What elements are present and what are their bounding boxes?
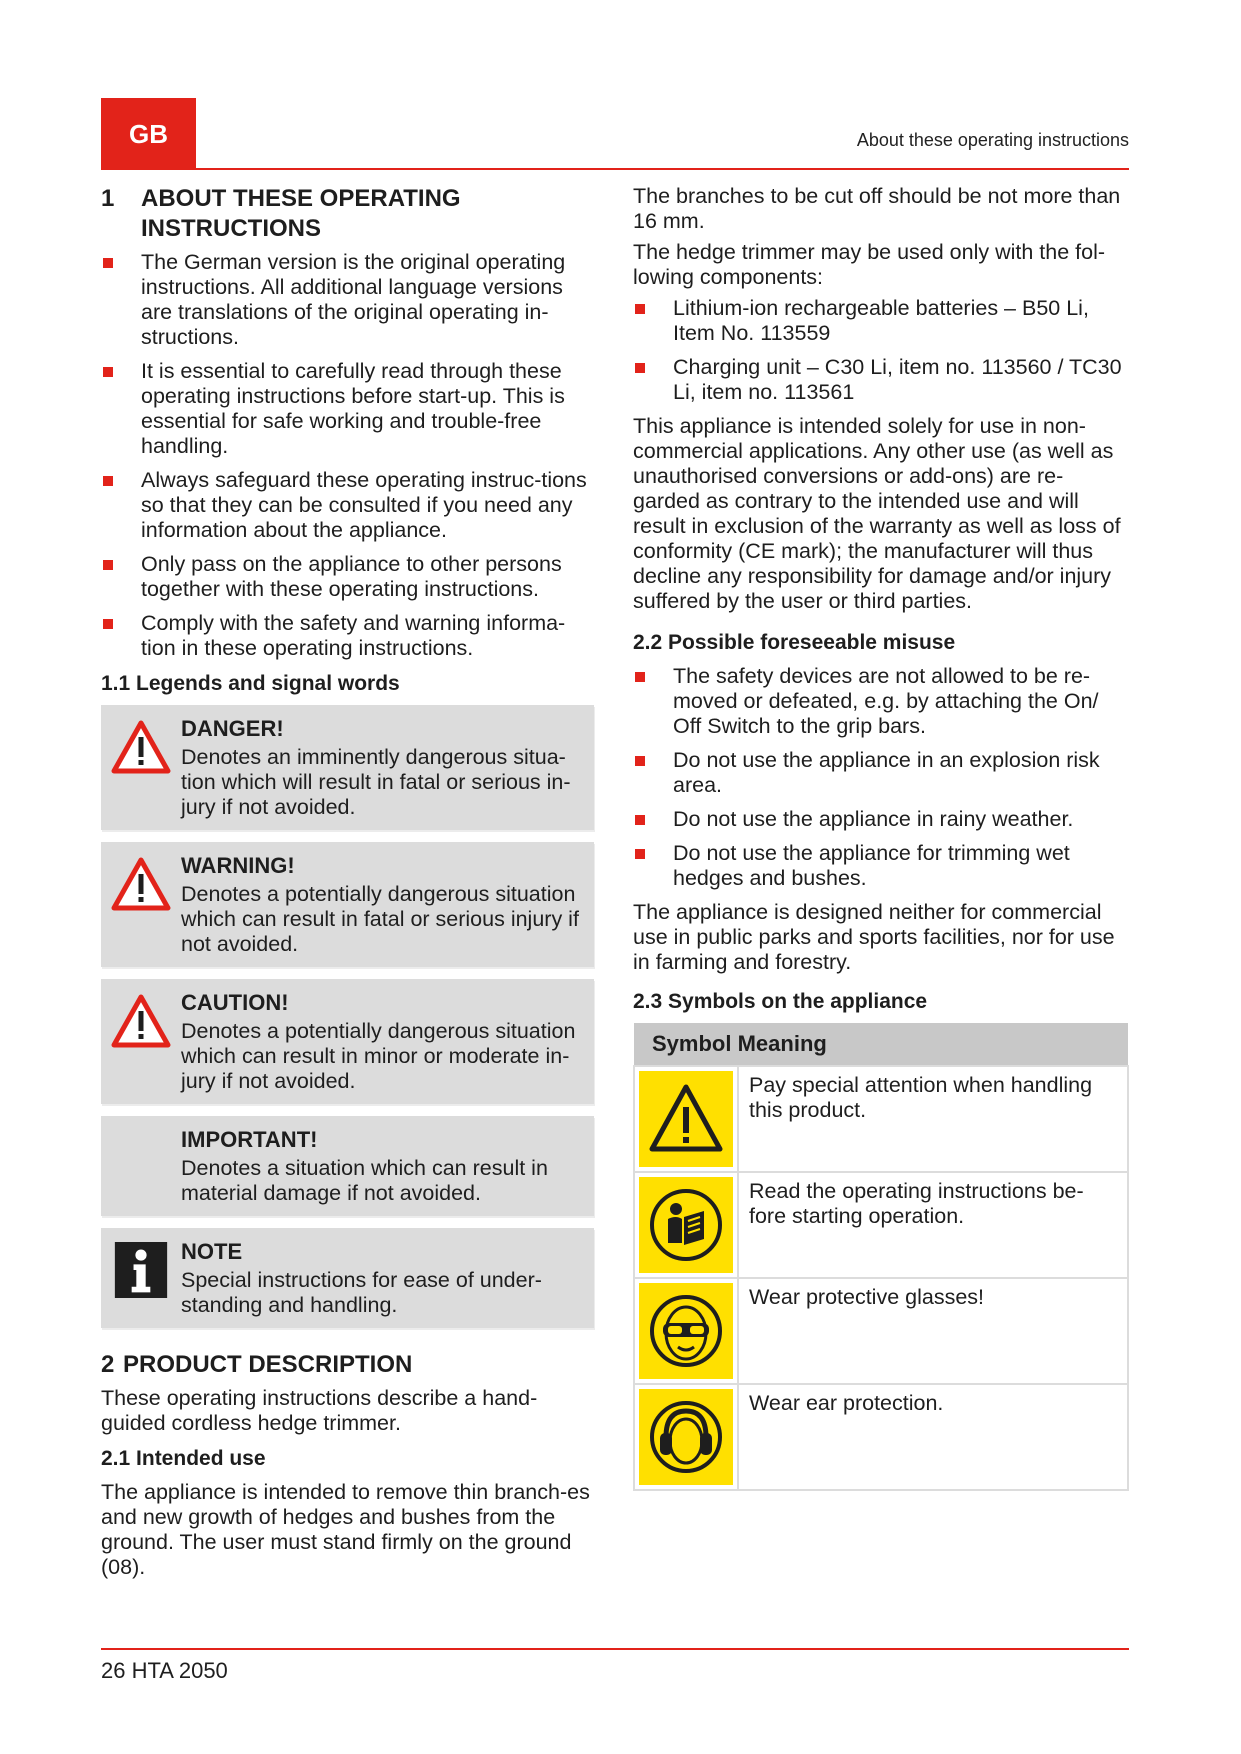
notice-text: Denotes a potentially dangerous situation which can result in minor or moderate in-jury if not avoided. <box>181 1019 576 1093</box>
section-title-cont: INSTRUCTIONS <box>141 215 321 242</box>
notice-warning <box>101 842 594 967</box>
intended-use-paragraph: The appliance is intended to remove thin branch-es and new growth of hedges and bushes from the ground. The user must stand firmly on the ground (08). <box>101 1480 590 1579</box>
components-list <box>633 296 1129 405</box>
notice-title: WARNING! <box>181 853 295 878</box>
notice-title: NOTE <box>181 1239 243 1264</box>
bullet-icon <box>635 363 645 373</box>
list-item: Only pass on the appliance to other persons together with these operating instructions. <box>101 552 594 602</box>
section-number: 1 <box>101 185 115 212</box>
table-row <box>634 1066 1128 1172</box>
table-header-cell: Symbol Meaning <box>634 1023 1128 1066</box>
bullet-icon <box>635 672 645 682</box>
notice-note <box>101 1228 594 1328</box>
left-column <box>101 184 594 1586</box>
read-manual-icon <box>646 1185 726 1265</box>
components-paragraph: The hedge trimmer may be used only with the fol-lowing components: <box>633 240 1106 289</box>
footer-rule <box>101 1648 1129 1650</box>
list-item: Do not use the appliance in an explosion risk area. <box>633 748 1129 798</box>
list-item: The German version is the original operating instructions. All additional language versions are translations of the original operating in-structions. <box>101 250 594 350</box>
header-rule <box>101 168 1129 170</box>
notice-text: Special instructions for ease of under-standing and handling. <box>181 1268 542 1317</box>
protective-glasses-icon <box>646 1291 726 1371</box>
section-2-heading <box>101 1350 594 1380</box>
bullet-icon <box>635 815 645 825</box>
list-item: Charging unit – C30 Li, item no. 113560 / TC30 Li, item no. 113561 <box>633 355 1129 405</box>
meaning-cell: Pay special attention when handling this product. <box>738 1066 1128 1172</box>
section-2-1-heading: 2.1 Intended use <box>101 1447 266 1470</box>
symbols-table <box>633 1023 1129 1491</box>
notice-important <box>101 1116 594 1216</box>
page-footer: 26 HTA 2050 <box>101 1658 228 1683</box>
list-item: The safety devices are not allowed to be re-moved or defeated, e.g. by attaching the On/ Off Switch to the grip bars. <box>633 664 1129 739</box>
notice-danger <box>101 705 594 830</box>
section-2-2-heading: 2.2 Possible foreseeable misuse <box>633 631 956 654</box>
header-title: About these operating instructions <box>856 130 1129 150</box>
commercial-use-paragraph: The appliance is designed neither for commercial use in public parks and sports facilities, nor for use in farming and forestry. <box>633 900 1115 974</box>
notice-caution <box>101 979 594 1104</box>
list-item: Always safeguard these operating instruc-tions so that they can be consulted if you need any information about the appliance. <box>101 468 594 543</box>
list-item: Lithium-ion rechargeable batteries – B50 Li, Item No. 113559 <box>633 296 1129 346</box>
non-commercial-paragraph: This appliance is intended solely for use in non-commercial applications. Any other use (as well as unauthorised conversions or add-ons) are re-garded as contrary to the intended use and will result in exclusion of the warranty as well as loss of conformity (CE mark); the manufacturer will thus decline any responsibility for damage and/or injury suffered by the user or third parties. <box>633 414 1121 613</box>
bullet-icon <box>635 756 645 766</box>
table-row <box>634 1384 1128 1490</box>
notice-title: CAUTION! <box>181 990 289 1015</box>
meaning-cell: Read the operating instructions be-fore starting operation. <box>738 1172 1128 1278</box>
section-number: 2 <box>101 1351 115 1378</box>
warning-triangle-icon <box>111 856 171 912</box>
bullet-icon <box>103 619 113 629</box>
ear-protection-icon <box>646 1397 726 1477</box>
warning-triangle-icon <box>111 719 171 775</box>
right-column <box>633 184 1129 1491</box>
language-tab: GB <box>101 98 196 170</box>
bullet-icon <box>635 849 645 859</box>
section-1-heading <box>101 184 594 244</box>
notice-text: Denotes a potentially dangerous situation which can result in fatal or serious injury if not avoided. <box>181 882 579 956</box>
branch-size-paragraph: The branches to be cut off should be not more than 16 mm. <box>633 184 1121 233</box>
notice-text: Denotes a situation which can result in material damage if not avoided. <box>181 1156 548 1205</box>
notice-text: Denotes an imminently dangerous situa-tion which will result in fatal or serious in-jury if not avoided. <box>181 745 571 819</box>
bullet-icon <box>103 258 113 268</box>
table-row <box>634 1172 1128 1278</box>
section-1-1-heading: 1.1 Legends and signal words <box>101 672 400 695</box>
section-1-list <box>101 250 594 661</box>
list-item: Comply with the safety and warning informa-tion in these operating instructions. <box>101 611 594 661</box>
bullet-icon <box>103 560 113 570</box>
warning-triangle-icon <box>111 993 171 1049</box>
meaning-cell: Wear ear protection. <box>738 1384 1128 1490</box>
table-row <box>634 1278 1128 1384</box>
bullet-icon <box>103 367 113 377</box>
warning-triangle-icon <box>646 1079 726 1159</box>
bullet-icon <box>103 476 113 486</box>
list-item: Do not use the appliance in rainy weather. <box>633 807 1129 832</box>
section-title: PRODUCT DESCRIPTION <box>123 1351 413 1378</box>
section-title: ABOUT THESE OPERATING <box>141 185 461 212</box>
section-2-intro: These operating instructions describe a hand-guided cordless hedge trimmer. <box>101 1386 538 1435</box>
meaning-cell: Wear protective glasses! <box>738 1278 1128 1384</box>
bullet-icon <box>635 304 645 314</box>
info-icon <box>111 1242 171 1298</box>
table-header <box>634 1023 1128 1066</box>
notice-title: DANGER! <box>181 716 284 741</box>
list-item: It is essential to carefully read through these operating instructions before start-up. This is essential for safe working and trouble-free handling. <box>101 359 594 459</box>
notice-title: IMPORTANT! <box>181 1127 318 1152</box>
misuse-list <box>633 664 1129 891</box>
list-item: Do not use the appliance for trimming wet hedges and bushes. <box>633 841 1129 891</box>
section-2-3-heading: 2.3 Symbols on the appliance <box>633 990 928 1013</box>
